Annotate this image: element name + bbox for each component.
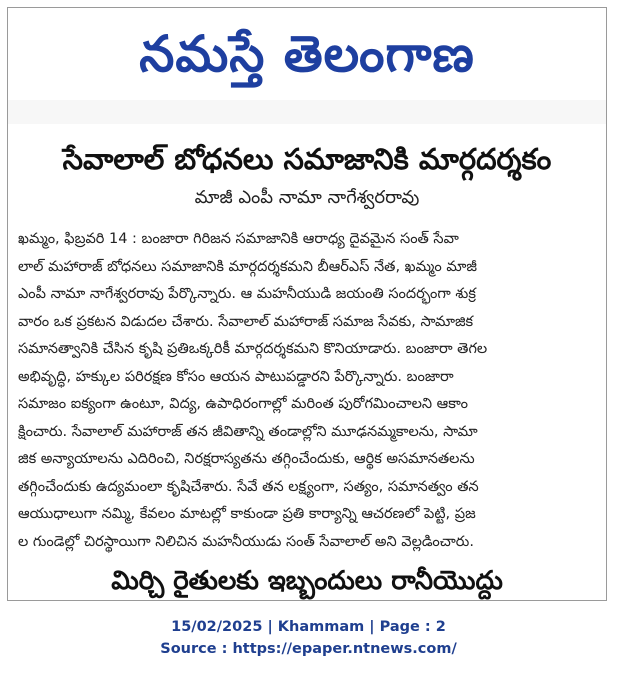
masthead [8, 8, 606, 100]
article-subheadline: మాజీ ఎంపీ నామా నాగేశ్వరరావు [194, 187, 420, 208]
masthead-divider [8, 100, 606, 124]
next-article-headline: మిర్చి రైతులకు ఇబ్బందులు రానీయొద్దు [111, 566, 503, 596]
body-line: ఎంపీ నామా నాగేశ్వరరావు పేర్కొన్నారు. ఆ మహనీయుడి జయంతి సందర్భంగా శుక్ర [18, 286, 476, 302]
edition-info: 15/02/2025 | Khammam | Page : 2 [171, 619, 446, 635]
masthead-logo: నమస్తే తెలంగాణ [139, 25, 475, 83]
body-line: క్షించారు. సేవాలాల్ మహారాజ్ తన జీవితాన్ని తండాల్లోని మూఢనమ్మకాలను, సామా [18, 423, 478, 440]
body-line: వారం ఒక ప్రకటన విడుదల చేశారు. సేవాలాల్ మహారాజ్ సమాజ సేవకు, సామాజిక [18, 313, 474, 330]
body-line: లాల్ మహారాజ్ బోధనలు సమాజానికి మార్గదర్శకమని బీఆర్ఎస్ నేత, ఖమ్మం మాజీ [18, 258, 477, 275]
body-line: సమాజం ఐక్యంగా ఉంటూ, విద్య, ఉపాధిరంగాల్లో మరింత పురోగమించాలని ఆకాం [18, 396, 468, 412]
body-line: జిక అన్యాయాలను ఎదిరించి, నిరక్షరాస్యతను తగ్గించేందుకు, ఆర్థిక అసమానతలను [18, 451, 475, 467]
body-line: తగ్గించేందుకు ఉద్యమంలా కృషిచేశారు. సేవే తన లక్ష్యంగా, సత్యం, సమానత్వం తన [18, 478, 479, 495]
newspaper-clipping [7, 7, 607, 601]
article-headline: సేవాలాల్ బోధనలు సమాజానికి మార్గదర్శకం [62, 142, 552, 176]
body-line: ల గుండెల్లో చిరస్థాయిగా నిలిచిన మహనీయుడు సంత్ సేవాలాల్ అని వెల్లడించారు. [18, 533, 474, 550]
body-line: అభివృద్ధి, హక్కుల పరిరక్షణ కోసం ఆయన పాటుపడ్డారని పేర్కొన్నారు. బంజారా [18, 368, 454, 385]
body-line: సమానత్వానికి చేసిన కృషి ప్రతిఒక్కరికీ మార్గదర్శకమని కొనియాడారు. బంజారా తెగల [18, 341, 488, 357]
body-line: ఖమ్మం, ఫిబ్రవరి 14 : బంజారా గిరిజన సమాజానికి ఆరాధ్య దైవమైన సంత్ సేవా [18, 231, 459, 247]
source-link[interactable]: Source : https://epaper.ntnews.com/ [160, 641, 457, 657]
clipping-footer [0, 616, 617, 660]
body-line: ఆయుధాలుగా నమ్మి, కేవలం మాటల్లో కాకుండా ప్రతి కార్యాన్ని ఆచరణలో పెట్టి, ప్రజ [18, 506, 476, 522]
article-body [18, 226, 596, 556]
